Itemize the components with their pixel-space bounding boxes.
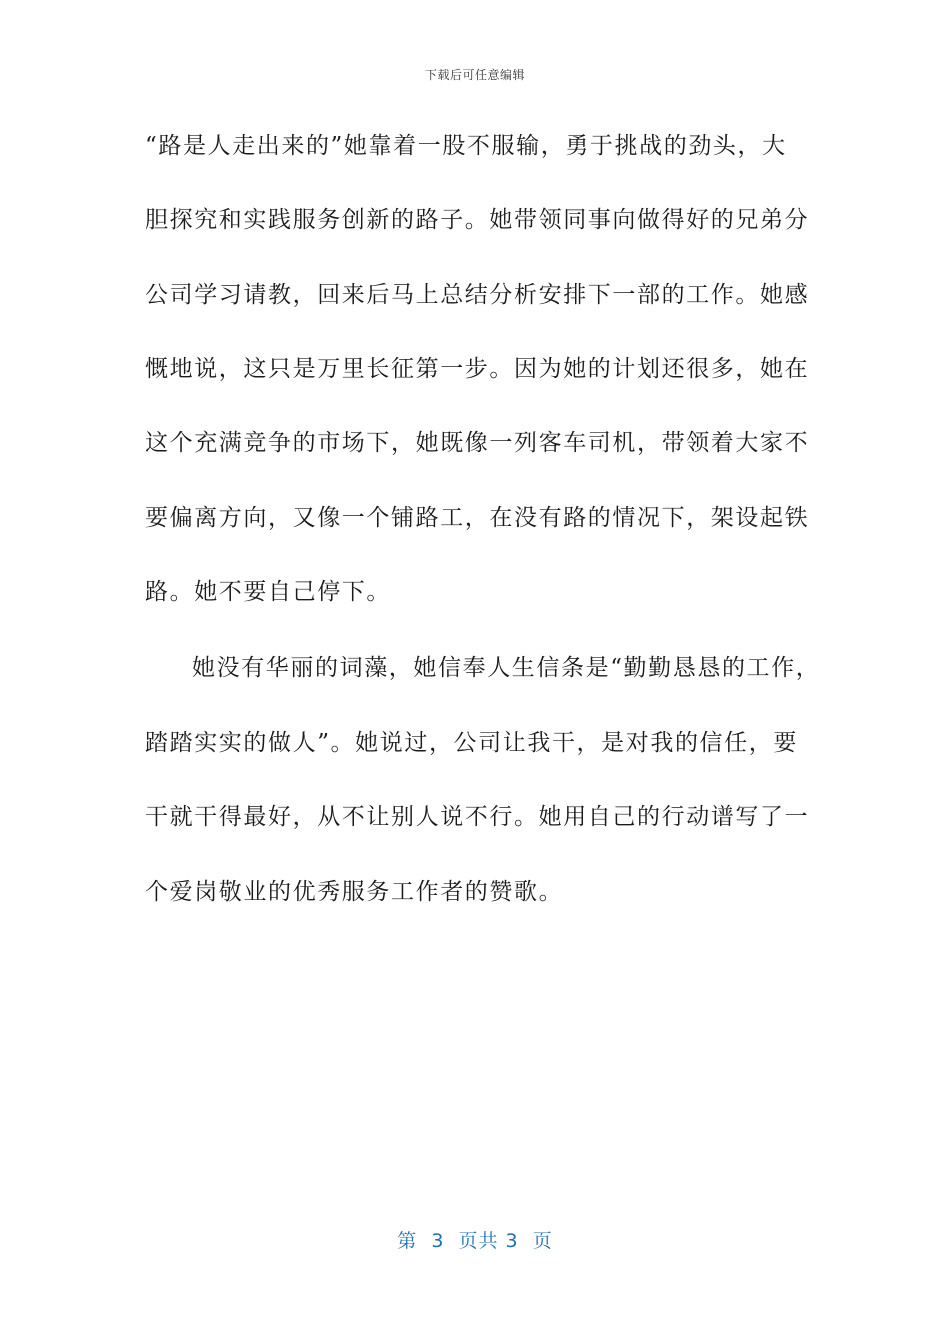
paragraph-line: 公司学习请教，回来后马上总结分析安排下一部的工作。她感 bbox=[145, 282, 810, 308]
page-header: 下载后可任意编辑 bbox=[424, 68, 525, 82]
paragraph-line: 要偏离方向，又像一个铺路工，在没有路的情况下，架设起铁 bbox=[145, 505, 810, 531]
paragraph-line: 她没有华丽的词藻，她信奉人生信条是“勤勤恳恳的工作， bbox=[192, 655, 821, 681]
paragraph-line: 踏踏实实的做人”。她说过，公司让我干，是对我的信任，要 bbox=[145, 730, 798, 756]
paragraph-line: 路。她不要自己停下。 bbox=[145, 579, 391, 605]
paragraph-line: 这个充满竞争的市场下，她既像一列客车司机，带领着大家不 bbox=[145, 430, 810, 456]
paragraph-line: 慨地说，这只是万里长征第一步。因为她的计划还很多，她在 bbox=[145, 356, 810, 382]
paragraph-line: “路是人走出来的”她靠着一股不服输，勇于挑战的劲头，大 bbox=[145, 133, 787, 159]
paragraph-line: 个爱岗敬业的优秀服务工作者的赞歌。 bbox=[145, 879, 564, 905]
paragraph-line: 胆探究和实践服务创新的路子。她带领同事向做得好的兄弟分 bbox=[145, 207, 810, 233]
page-number-footer: 第 3 页共 3 页 bbox=[397, 1230, 553, 1252]
paragraph-line: 干就干得最好，从不让别人说不行。她用自己的行动谱写了一 bbox=[145, 804, 810, 830]
